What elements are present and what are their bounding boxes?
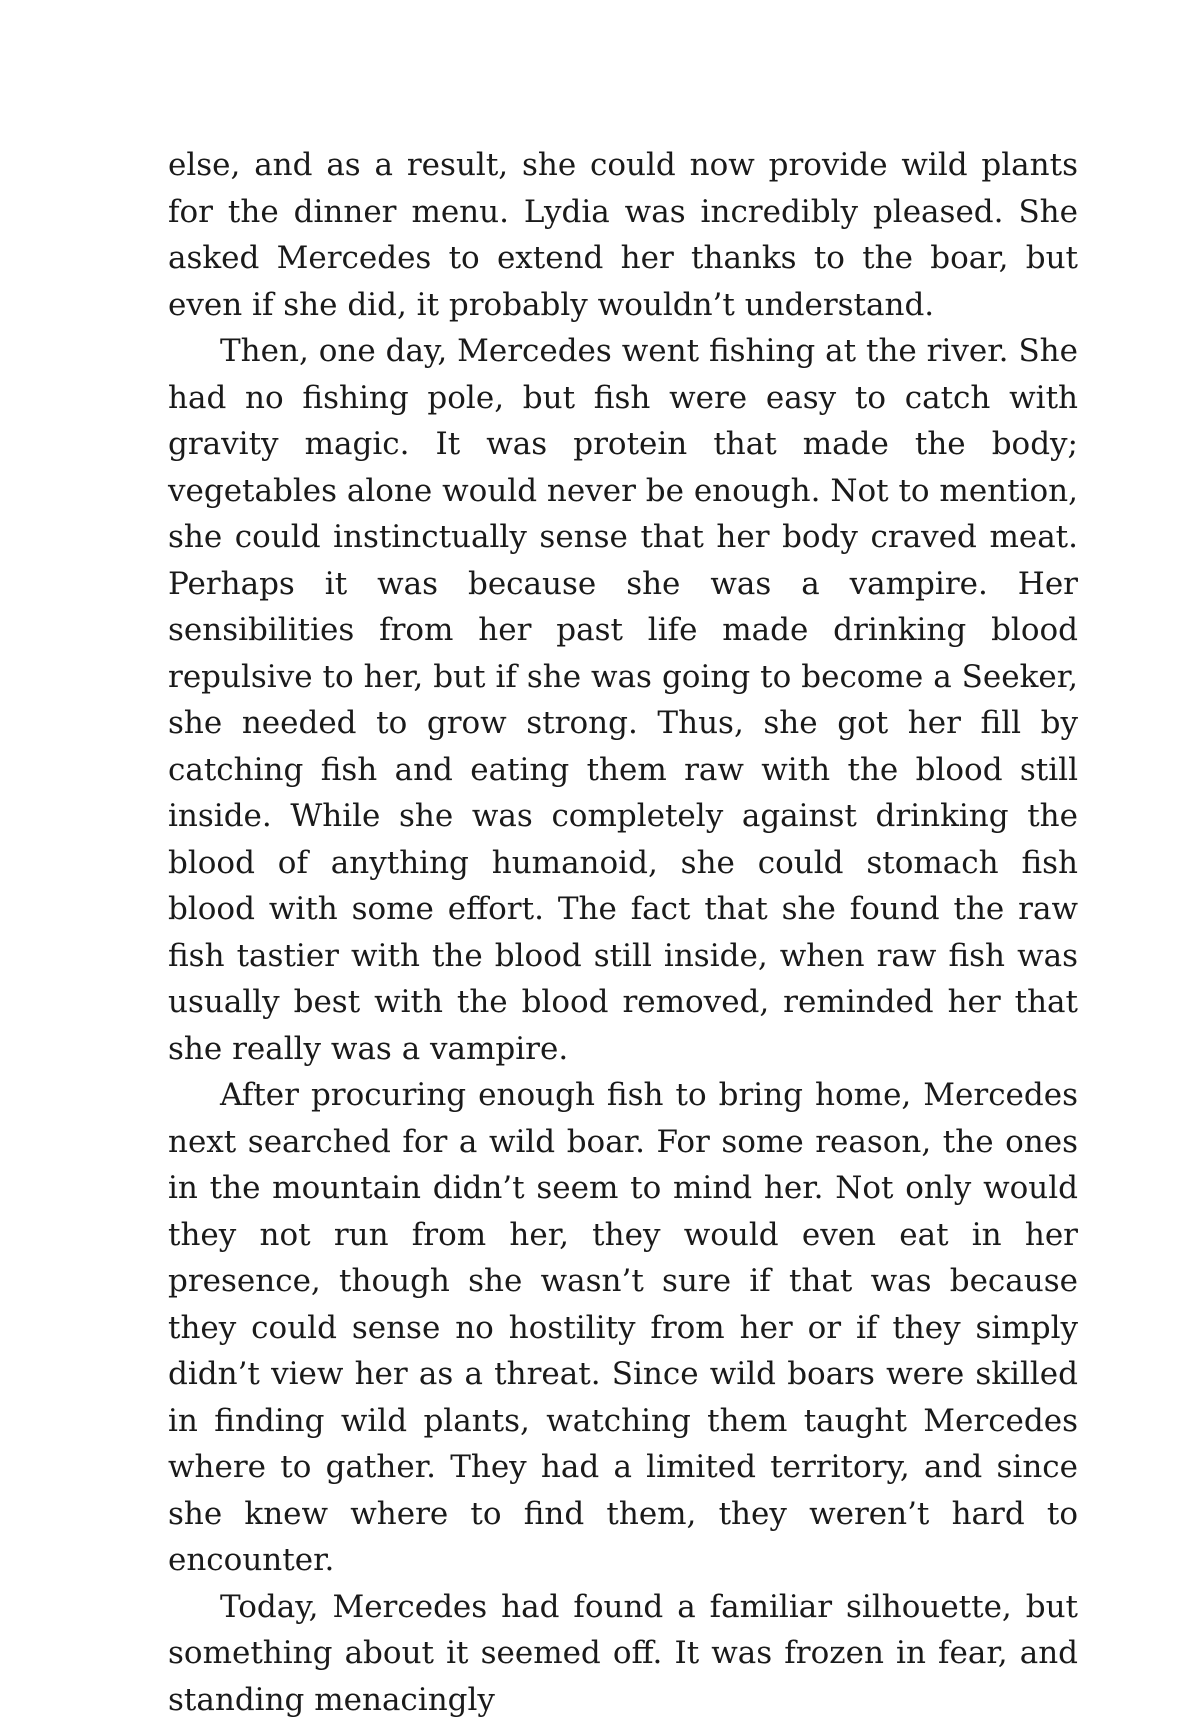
paragraph: Then, one day, Mercedes went fishing at the river. She had no fishing pole, but fish were easy to catch with gravity magic. It was protein that made the body; vegetables alone would never be enough. Not to mention, she could instinctually sense that her body craved meat. Perhaps it was because she was a vampire. Her sensibilities from her past life made drinking blood repulsive to her, but if she was going to become a Seeker, she needed to grow strong. Thus, she got her fill by catching fish and eating them raw with the blood still inside. While she was completely against drinking the blood of anything humanoid, she could stomach fish blood with some effort. The fact that she found the raw fish tastier with the blood still inside, when raw fish was usually best with the blood removed, reminded her that she really was a vampire.: [168, 328, 1078, 1072]
paragraph: else, and as a result, she could now provide wild plants for the dinner menu. Lydia was incredibly pleased. She asked Mercedes to extend her thanks to the boar, but even if she did, it probably wouldn’t understand.: [168, 142, 1078, 328]
body-text: [168, 142, 1078, 1723]
paragraph: Today, Mercedes had found a familiar silhouette, but something about it seemed off. It was frozen in fear, and standing menacingly: [168, 1584, 1078, 1723]
paragraph: After procuring enough fish to bring home, Mercedes next searched for a wild boar. For some reason, the ones in the mountain didn’t seem to mind her. Not only would they not run from her, they would even eat in her presence, though she wasn’t sure if that was because they could sense no hostility from her or if they simply didn’t view her as a threat. Since wild boars were skilled in finding wild plants, watching them taught Mercedes where to gather. They had a limited territory, and since she knew where to find them, they weren’t hard to encounter.: [168, 1072, 1078, 1584]
